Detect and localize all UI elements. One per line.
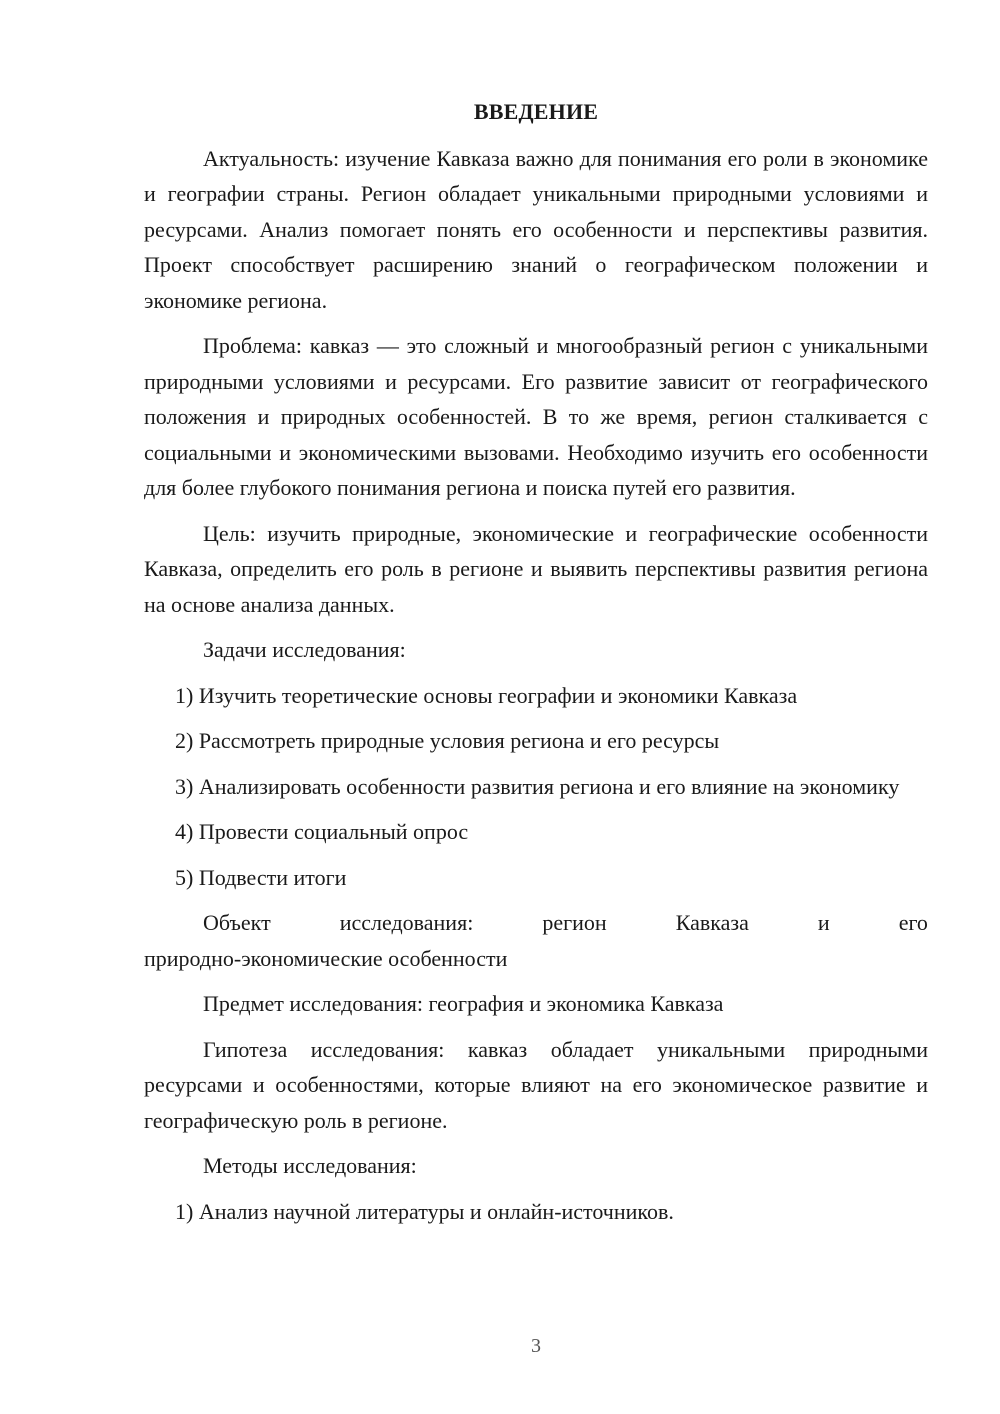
tasks-heading: Задачи исследования: bbox=[203, 637, 406, 662]
task-item-2: 2) Рассмотреть природные условия региона и его ресурсы bbox=[175, 728, 720, 753]
subject-paragraph: Предмет исследования: география и экономика Кавказа bbox=[203, 991, 724, 1016]
object-continuation: природно-экономические особенности bbox=[144, 945, 508, 971]
object-word: исследования: bbox=[339, 910, 474, 935]
method-item-1: 1) Анализ научной литературы и онлайн-источников. bbox=[175, 1198, 674, 1224]
relevance-paragraph: Актуальность: изучение Кавказа важно для понимания его роли в экономике и географии страны. Регион обладает уникальными природными условиями и ресурсами. Анализ помогает понять его особенности и перспективы развития. Проект способствует расширению знаний о географическом положении и экономике региона. bbox=[144, 145, 928, 313]
object-word: и bbox=[817, 910, 830, 935]
object-word: его bbox=[898, 910, 928, 935]
object-first-line bbox=[144, 905, 928, 941]
page-number: 3 bbox=[531, 1335, 541, 1357]
task-item-5: 5) Подвести итоги bbox=[175, 864, 347, 890]
hypothesis-paragraph: Гипотеза исследования: кавказ обладает уникальными природными ресурсами и особенностями, которые влияют на его экономическое развитие и географическую роль в регионе. bbox=[144, 1036, 928, 1133]
methods-heading: Методы исследования: bbox=[203, 1153, 417, 1178]
object-word: Объект bbox=[203, 910, 271, 935]
object-word: регион bbox=[542, 910, 607, 935]
task-item-3: 3) Анализировать особенности развития региона и его влияние на экономику bbox=[175, 773, 900, 799]
task-item-4: 4) Провести социальный опрос bbox=[175, 819, 469, 844]
object-paragraph bbox=[144, 905, 928, 976]
problem-paragraph: Проблема: кавказ — это сложный и многообразный регион с уникальными природными условиями и ресурсами. Его развитие зависит от географического положения и природных особенностей. В то же время, регион сталкивается с социальными и экономическими вызовами. Необходимо изучить его особенности для более глубокого понимания региона и поиска путей его развития. bbox=[144, 333, 928, 500]
section-title: ВВЕДЕНИЕ bbox=[473, 99, 599, 124]
task-item-1: 1) Изучить теоретические основы географии и экономики Кавказа bbox=[175, 682, 798, 708]
page-content bbox=[144, 94, 928, 1239]
goal-paragraph: Цель: изучить природные, экономические и географические особенности Кавказа, определить его роль в регионе и выявить перспективы развития региона на основе анализа данных. bbox=[144, 520, 928, 617]
object-word: Кавказа bbox=[675, 910, 749, 935]
